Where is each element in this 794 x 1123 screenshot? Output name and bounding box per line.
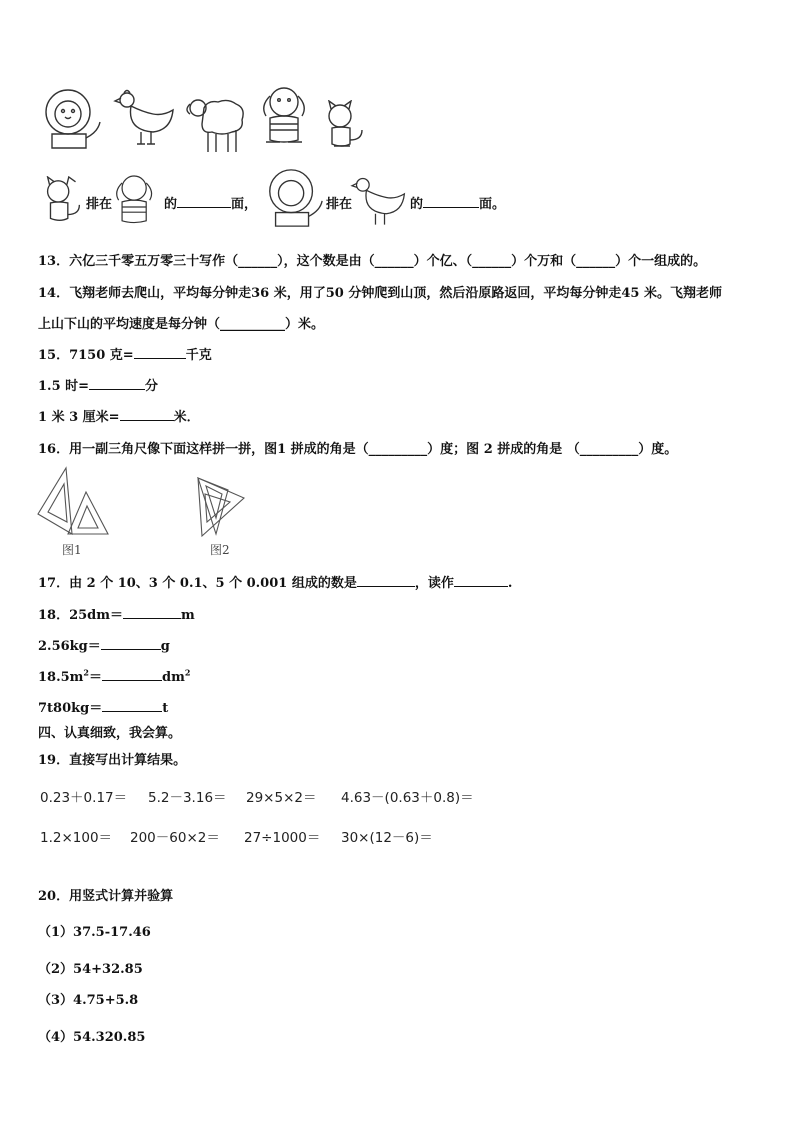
q15-b-blank[interactable] xyxy=(89,377,145,390)
q17-mid: ，读作 xyxy=(414,576,454,591)
q19-r2-c3: 27÷1000＝ xyxy=(244,830,321,846)
q20-item-4: （4）54.320.85 xyxy=(38,1030,146,1045)
q20-title: 20．用竖式计算并验算 xyxy=(38,889,174,904)
lion-icon xyxy=(262,166,326,230)
puppy-icon xyxy=(110,170,160,232)
q15-c-blank[interactable] xyxy=(120,408,174,421)
q19-r1-c4: 4.63－(0.63＋0.8)＝ xyxy=(341,790,474,806)
q12-blank-1[interactable] xyxy=(177,195,231,208)
q15-c-pre: 1 米 3 厘米= xyxy=(38,410,120,425)
q17 xyxy=(38,572,512,591)
q17-blank-2[interactable] xyxy=(454,574,508,587)
q18-c-sup-2: 2 xyxy=(184,667,191,678)
q20-item-3: （3）4.75+5.8 xyxy=(38,993,139,1008)
q14-line1: 14．飞翔老师去爬山，平均每分钟走36 米，用了50 分钟爬到山顶，然后沿原路返回，平均每分钟走45 米。飞翔老师 xyxy=(38,286,722,301)
kitten-icon xyxy=(322,100,368,154)
q18-a xyxy=(38,604,195,623)
q15-a-pre: 15．7150 克= xyxy=(38,348,134,363)
q12-text-4 xyxy=(410,193,505,212)
q12-blank-2[interactable] xyxy=(423,195,479,208)
q18-a-blank[interactable] xyxy=(123,606,181,619)
q13: 13．六亿三千零五万零三十写作（______），这个数是由（______）个亿、（______）个万和（______）个一组成的。 xyxy=(38,254,707,269)
q18-a-pre: 18．25dm＝ xyxy=(38,608,124,623)
q18-c-unit: dm xyxy=(162,670,185,685)
q16: 16．用一副三角尺像下面这样拼一拼，图1 拼成的角是（_________）度；图 2 拼成的角是 （_________）度。 xyxy=(38,442,678,457)
q19-r2-c2: 200－60×2＝ xyxy=(130,830,220,846)
sheep-icon xyxy=(184,94,250,156)
q15-a-blank[interactable] xyxy=(134,346,186,359)
q19-r1-c3: 29×5×2＝ xyxy=(246,790,317,806)
q19-r1-c2: 5.2－3.16＝ xyxy=(148,790,227,806)
q17-pre: 17．由 2 个 10、3 个 0.1、5 个 0.001 组成的数是 xyxy=(38,576,357,591)
q15-b-pre: 1.5 时= xyxy=(38,379,90,394)
q12-of-1: 的 xyxy=(164,197,178,212)
q18-c-eq: ＝ xyxy=(89,670,103,685)
q14-line2: 上山下山的平均速度是每分钟（__________）米。 xyxy=(38,317,325,332)
q18-c-pre: 18.5m xyxy=(38,670,84,685)
q18-b-pre: 2.56kg＝ xyxy=(38,639,101,654)
hen-icon xyxy=(350,174,410,230)
set-square-figure-1 xyxy=(36,466,112,538)
q18-c-blank[interactable] xyxy=(102,668,162,681)
q15-a xyxy=(38,344,212,363)
q12-text-3: 排在 xyxy=(326,197,353,212)
q18-d xyxy=(38,697,168,716)
puppy-icon xyxy=(256,82,314,152)
figure-2-caption: 图2 xyxy=(210,543,230,557)
q19-title: 19．直接写出计算结果。 xyxy=(38,753,187,768)
q12-dir-2: 面。 xyxy=(479,197,506,212)
q15-b xyxy=(38,375,158,394)
q15-c-post: 米． xyxy=(173,410,200,425)
q12-text-2 xyxy=(164,193,257,212)
hen-icon xyxy=(113,88,179,150)
kitten-icon xyxy=(40,176,86,228)
q18-b xyxy=(38,635,170,654)
set-square-figure-2 xyxy=(192,476,248,538)
q17-blank-1[interactable] xyxy=(357,574,415,587)
q19-r2-c4: 30×(12－6)＝ xyxy=(341,830,433,846)
q18-d-pre: 7t80kg＝ xyxy=(38,701,103,716)
q18-b-blank[interactable] xyxy=(101,637,161,650)
q12-text-1: 排在 xyxy=(86,197,113,212)
q18-b-unit: g xyxy=(160,639,170,654)
figure-1-caption: 图1 xyxy=(62,543,82,557)
q18-c-sup-1: 2 xyxy=(83,667,89,678)
q15-a-post: 千克 xyxy=(185,348,212,363)
q12-dir-1: 面， xyxy=(231,197,258,212)
section-4-title: 四、认真细致，我会算。 xyxy=(38,726,182,741)
q17-end: . xyxy=(507,576,513,591)
q20-item-1: （1）37.5-17.46 xyxy=(38,925,151,940)
q18-d-unit: t xyxy=(162,701,169,716)
q12-of-2: 的 xyxy=(410,197,424,212)
q15-b-post: 分 xyxy=(145,379,159,394)
q15-c xyxy=(38,406,200,425)
lion-icon xyxy=(38,86,104,152)
q20-item-2: （2）54+32.85 xyxy=(38,962,143,977)
q19-r2-c1: 1.2×100＝ xyxy=(40,830,113,846)
q18-d-blank[interactable] xyxy=(102,699,162,712)
q18-a-unit: m xyxy=(181,608,195,623)
q18-c xyxy=(38,666,190,685)
q19-r1-c1: 0.23＋0.17＝ xyxy=(40,790,128,806)
